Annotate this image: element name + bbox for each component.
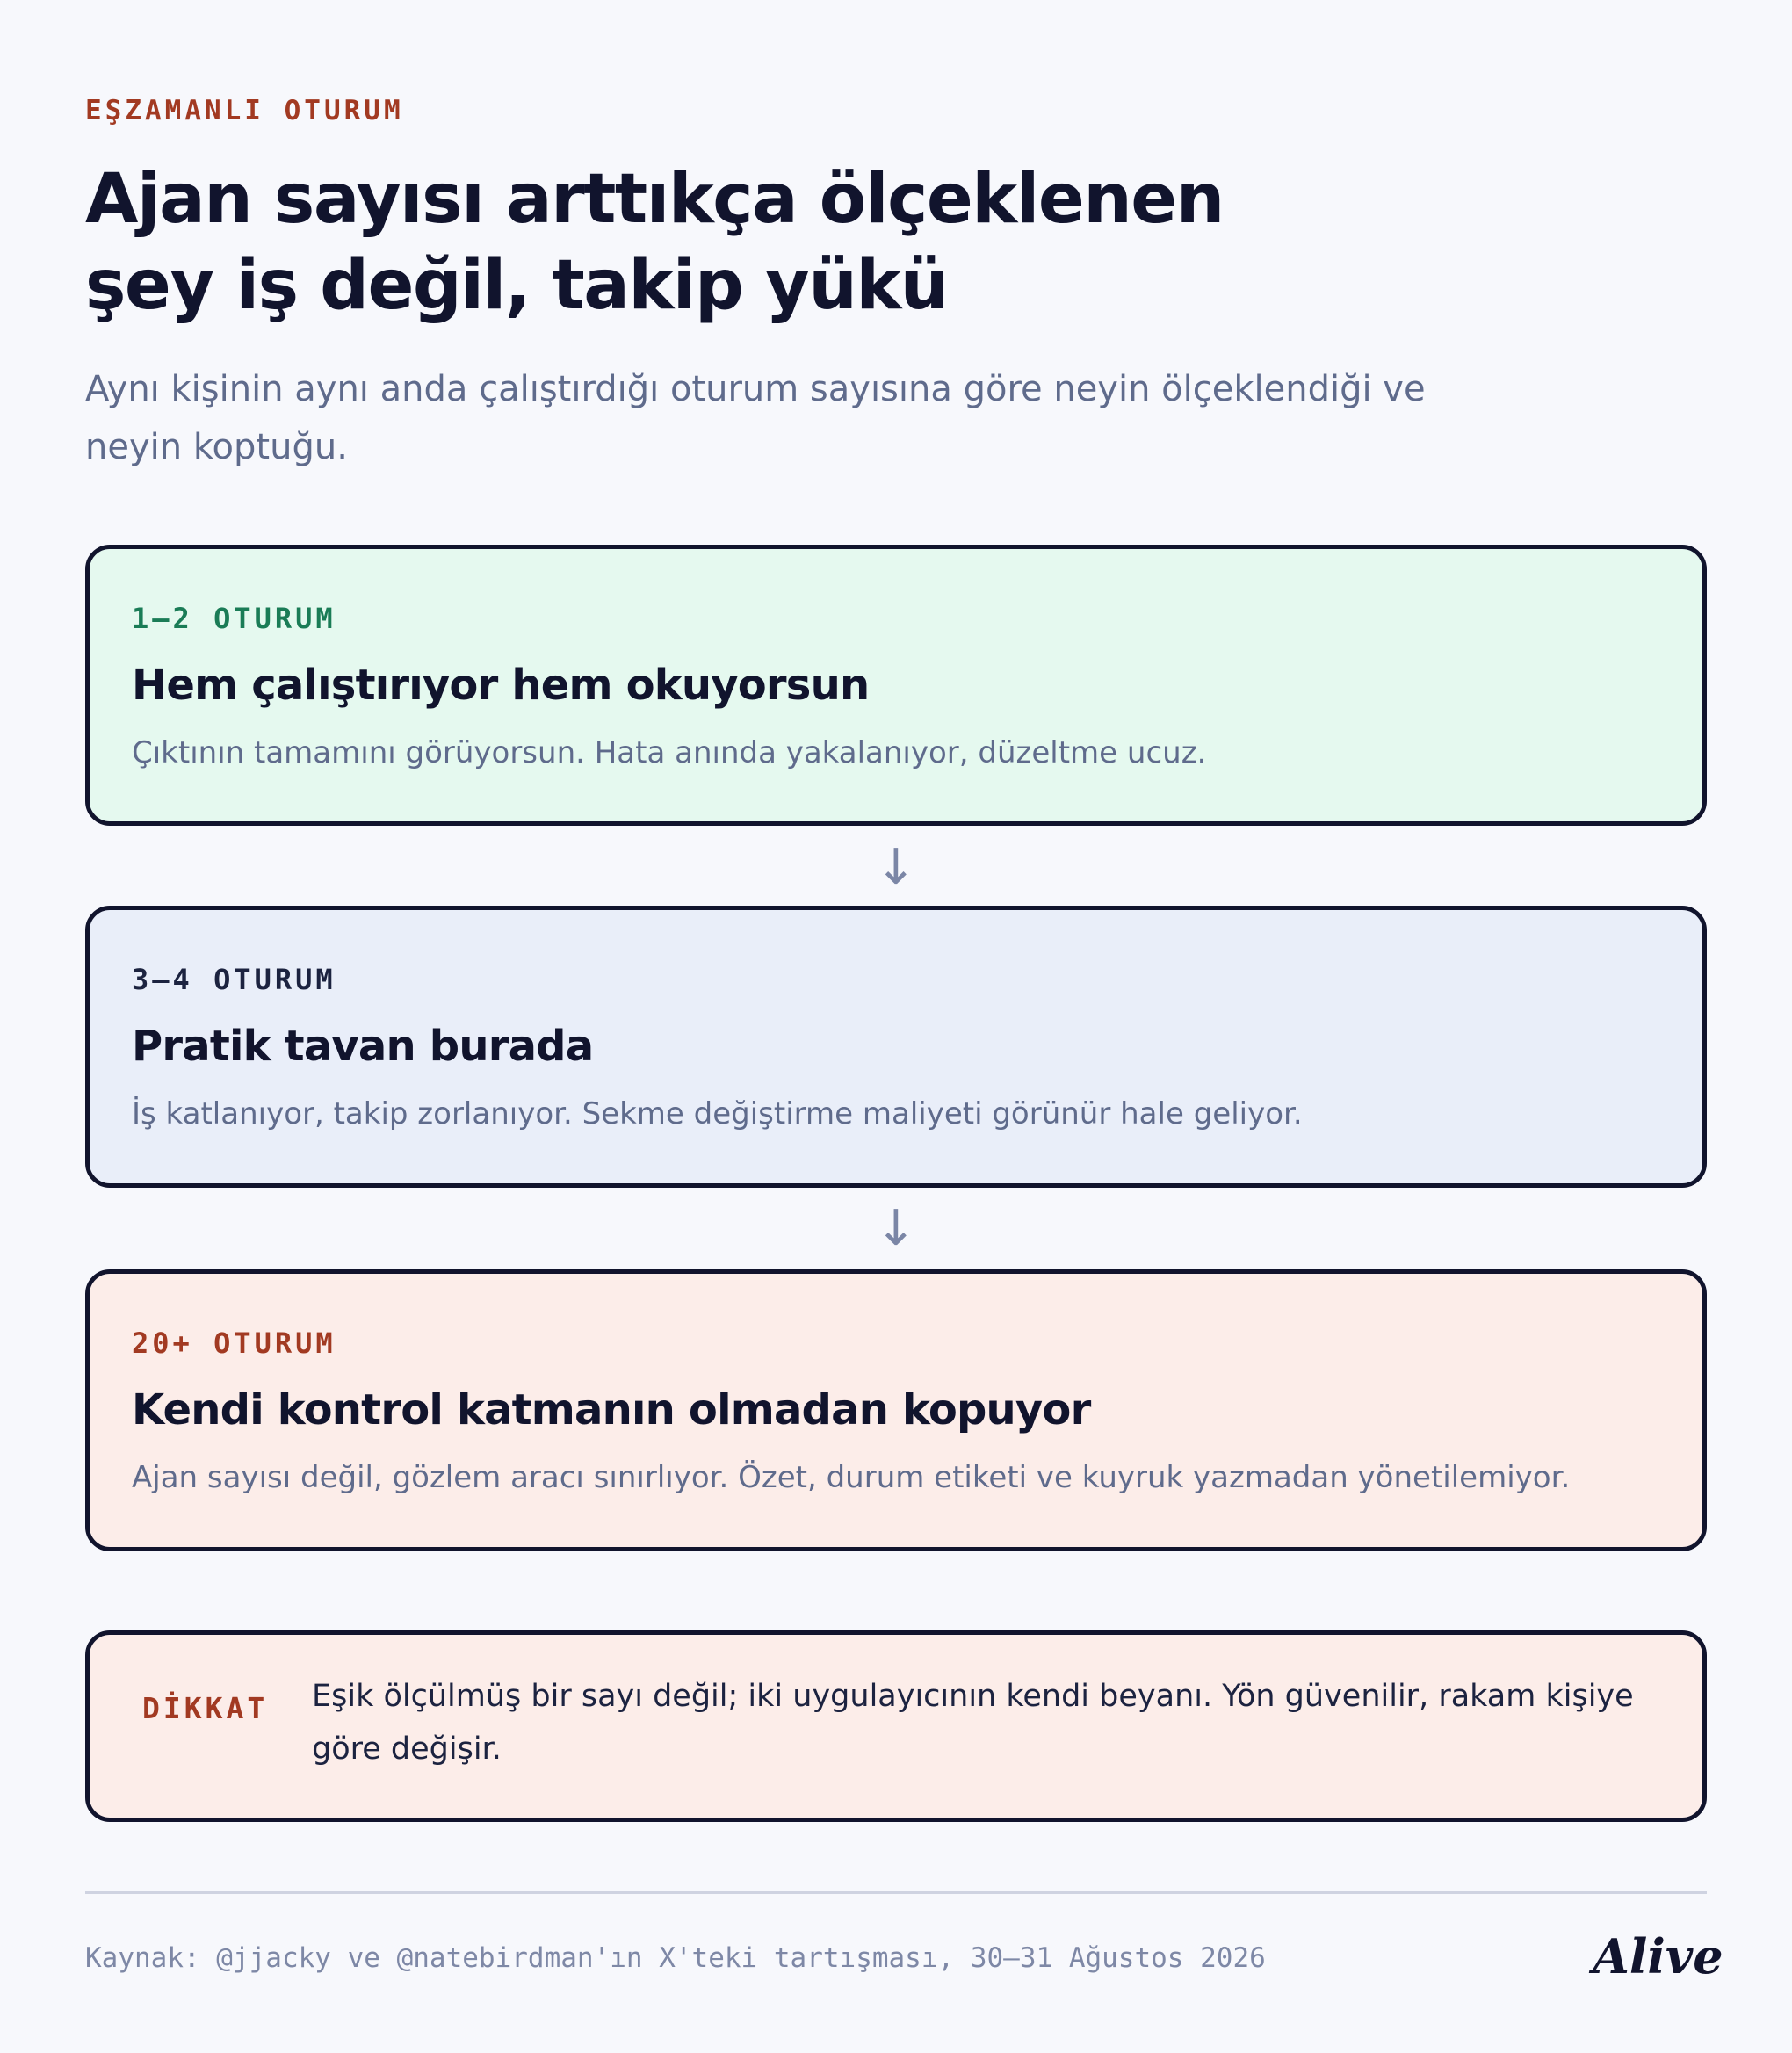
subtitle-line-1: Aynı kişinin aynı anda çalıştırdığı oturum sayısına göre neyin ölçeklendiği ve <box>85 369 1426 409</box>
page-title <box>85 156 1403 329</box>
title-line-2: şey iş değil, takip yükü <box>85 246 948 325</box>
title-line-1: Ajan sayısı arttıkça ölçeklenen <box>85 160 1224 239</box>
alive-logo-text: Alive <box>1593 1928 1723 1984</box>
stage-card-20-plus-sessions <box>85 1269 1707 1551</box>
stage-label: 1–2 OTURUM <box>132 602 336 635</box>
stage-title: Pratik tavan burada <box>132 1022 594 1071</box>
warning-text <box>312 1670 1656 1775</box>
stage-description: Çıktının tamamını görüyorsun. Hata anında yakalanıyor, düzeltme ucuz. <box>132 735 1207 770</box>
footer-divider <box>85 1891 1707 1894</box>
down-arrow-icon: ↓ <box>875 839 917 896</box>
warning-label: DİKKAT <box>142 1691 269 1725</box>
stage-title: Hem çalıştırıyor hem okuyorsun <box>132 661 870 710</box>
stage-card-1-2-sessions <box>85 545 1707 826</box>
stage-label: 20+ OTURUM <box>132 1326 336 1360</box>
subtitle-line-2: neyin koptuğu. <box>85 427 348 467</box>
stage-label: 3–4 OTURUM <box>132 963 336 996</box>
warning-text-line-2: göre değişir. <box>312 1731 502 1767</box>
eyebrow-label: EŞZAMANLI OTURUM <box>85 95 404 127</box>
alive-logo <box>1593 1920 1723 1991</box>
stage-title: Kendi kontrol katmanın olmadan kopuyor <box>132 1385 1091 1435</box>
stage-card-3-4-sessions <box>85 906 1707 1188</box>
warning-callout <box>85 1630 1707 1822</box>
source-citation: Kaynak: @jjacky ve @natebirdman'ın X'teki tartışması, 30–31 Ağustos 2026 <box>85 1942 1266 1974</box>
down-arrow-icon: ↓ <box>875 1200 917 1257</box>
stage-description: Ajan sayısı değil, gözlem aracı sınırlıyor. Özet, durum etiketi ve kuyruk yazmadan yönetilemiyor. <box>132 1460 1571 1495</box>
stage-description: İş katlanıyor, takip zorlanıyor. Sekme değiştirme maliyeti görünür hale geliyor. <box>132 1096 1303 1131</box>
page-subtitle <box>85 360 1535 476</box>
warning-text-line-1: Eşik ölçülmüş bir sayı değil; iki uygulayıcının kendi beyanı. Yön güvenilir, rakam kişiye <box>312 1679 1634 1714</box>
